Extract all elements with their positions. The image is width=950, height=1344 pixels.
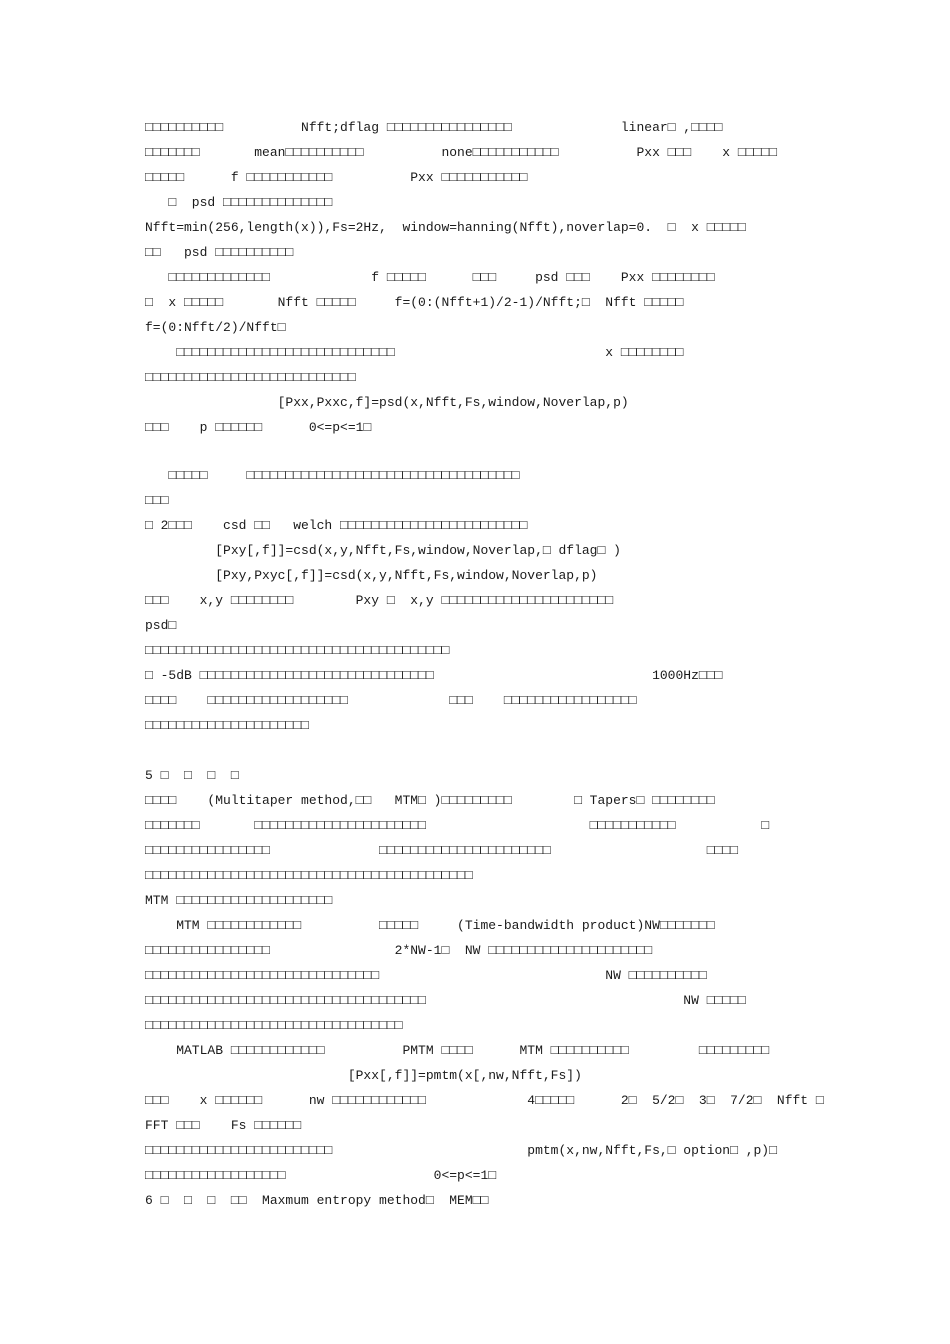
code-line: [Pxx[,f]]=pmtm(x[,nw,Nfft,Fs])	[145, 1068, 582, 1083]
text-line: □□□□□□□□□□□□□□□□□□□□□	[145, 718, 309, 733]
text-line: □□□□□□□□□□□□□□□□ □□□□□□□□□□□□□□□□□□□□□□ □□□□	[145, 843, 738, 858]
text-line: □□□□□ □□□□□□□□□□□□□□□□□□□□□□□□□□□□□□□□□□□	[145, 468, 520, 483]
text-line: □□□□ □□□□□□□□□□□□□□□□□□ □□□ □□□□□□□□□□□□□□□□□	[145, 693, 637, 708]
text-line: □□ psd □□□□□□□□□□	[145, 245, 294, 260]
text-line: □□□□□□□□□□□□□□□□□□□□□□□□□□□□□□ NW □□□□□□□□□□	[145, 968, 707, 983]
text-line: □ -5dB □□□□□□□□□□□□□□□□□□□□□□□□□□□□□□ 1000Hz□□□	[145, 668, 723, 683]
code-line: [Pxy,Pxyc[,f]]=csd(x,y,Nfft,Fs,window,Noverlap,p)	[145, 568, 598, 583]
text-line: □□□□□□□□□□□□□□□□□□□□□□□□□□□□□□□□□□□□□□□□□□	[145, 868, 473, 883]
text-line: psd□	[145, 618, 177, 633]
text-line: □ 2□□□ csd □□ welch □□□□□□□□□□□□□□□□□□□□□□□□	[145, 518, 528, 533]
text-line: □ x □□□□□ Nfft □□□□□ f=(0:(Nfft+1)/2-1)/Nfft;□ Nfft □□□□□	[145, 295, 684, 310]
text-line: □□□□□□□□□□□□□□□□□□□□□□□□□□□□□□□□□	[145, 1018, 403, 1033]
text-line: □ psd □□□□□□□□□□□□□□	[145, 195, 333, 210]
text-line: □□□□□□□□□□□□□□□□□□□□□□□□□□□□□□□□□□□□ NW □□□□□	[145, 993, 746, 1008]
text-line: □□□□□□□□□□□□□□□□□□□□□□□□□□□□□□□□□□□□□□□	[145, 643, 450, 658]
text-line: □□□□□□□□□□□□□□□□□□ 0<=p<=1□	[145, 1168, 497, 1183]
text-line: □□□□□□□ mean□□□□□□□□□□ none□□□□□□□□□□□ Pxx □□□ x □□□□□	[145, 145, 777, 160]
text-line: □□□□□□□□□□□□□□□□□□□□□□□□□□□□ x □□□□□□□□	[145, 345, 684, 360]
code-line: [Pxy[,f]]=csd(x,y,Nfft,Fs,window,Noverlap,□ dflag□ )	[145, 543, 621, 558]
text-line: □□□□□□□□□□□□□ f □□□□□ □□□ psd □□□ Pxx □□□□□□□□	[145, 270, 715, 285]
text-line: □□□ p □□□□□□ 0<=p<=1□	[145, 420, 372, 435]
text-line: □□□□□□□□□□ Nfft;dflag □□□□□□□□□□□□□□□□ linear□ ,□□□□	[145, 120, 723, 135]
text-line: FFT □□□ Fs □□□□□□	[145, 1118, 302, 1133]
text-line: □□□□□□□□□□□□□□□□ 2*NW-1□ NW □□□□□□□□□□□□□□□□□□□□□	[145, 943, 653, 958]
text-line: f=(0:Nfft/2)/Nfft□	[145, 320, 286, 335]
section-heading: 5 □ □ □ □	[145, 768, 239, 783]
text-line: □□□□ (Multitaper method,□□ MTM□ )□□□□□□□□□ □ Tapers□ □□□□□□□□	[145, 793, 715, 808]
text-line: □□□□□□□ □□□□□□□□□□□□□□□□□□□□□□ □□□□□□□□□□□ □	[145, 818, 770, 833]
section-heading: 6 □ □ □ □□ Maxmum entropy method□ MEM□□	[145, 1193, 489, 1208]
code-line: [Pxx,Pxxc,f]=psd(x,Nfft,Fs,window,Noverlap,p)	[145, 395, 629, 410]
text-line: □□□	[145, 493, 169, 508]
text-line: MTM □□□□□□□□□□□□□□□□□□□□	[145, 893, 333, 908]
text-line: Nfft=min(256,length(x)),Fs=2Hz, window=hanning(Nfft),noverlap=0. □ x □□□□□	[145, 220, 746, 235]
text-line: □□□□□ f □□□□□□□□□□□ Pxx □□□□□□□□□□□	[145, 170, 528, 185]
text-line: MTM □□□□□□□□□□□□ □□□□□ (Time-bandwidth product)NW□□□□□□□	[145, 918, 715, 933]
text-line: □□□□□□□□□□□□□□□□□□□□□□□□ pmtm(x,nw,Nfft,Fs,□ option□ ,p)□	[145, 1143, 777, 1158]
text-line: □□□ x □□□□□□ nw □□□□□□□□□□□□ 4□□□□□ 2□ 5/2□ 3□ 7/2□ Nfft □	[145, 1093, 824, 1108]
text-line: □□□□□□□□□□□□□□□□□□□□□□□□□□□	[145, 370, 356, 385]
text-line: MATLAB □□□□□□□□□□□□ PMTM □□□□ MTM □□□□□□□□□□ □□□□□□□□□	[145, 1043, 770, 1058]
text-line: □□□ x,y □□□□□□□□ Pxy □ x,y □□□□□□□□□□□□□□□□□□□□□□	[145, 593, 614, 608]
